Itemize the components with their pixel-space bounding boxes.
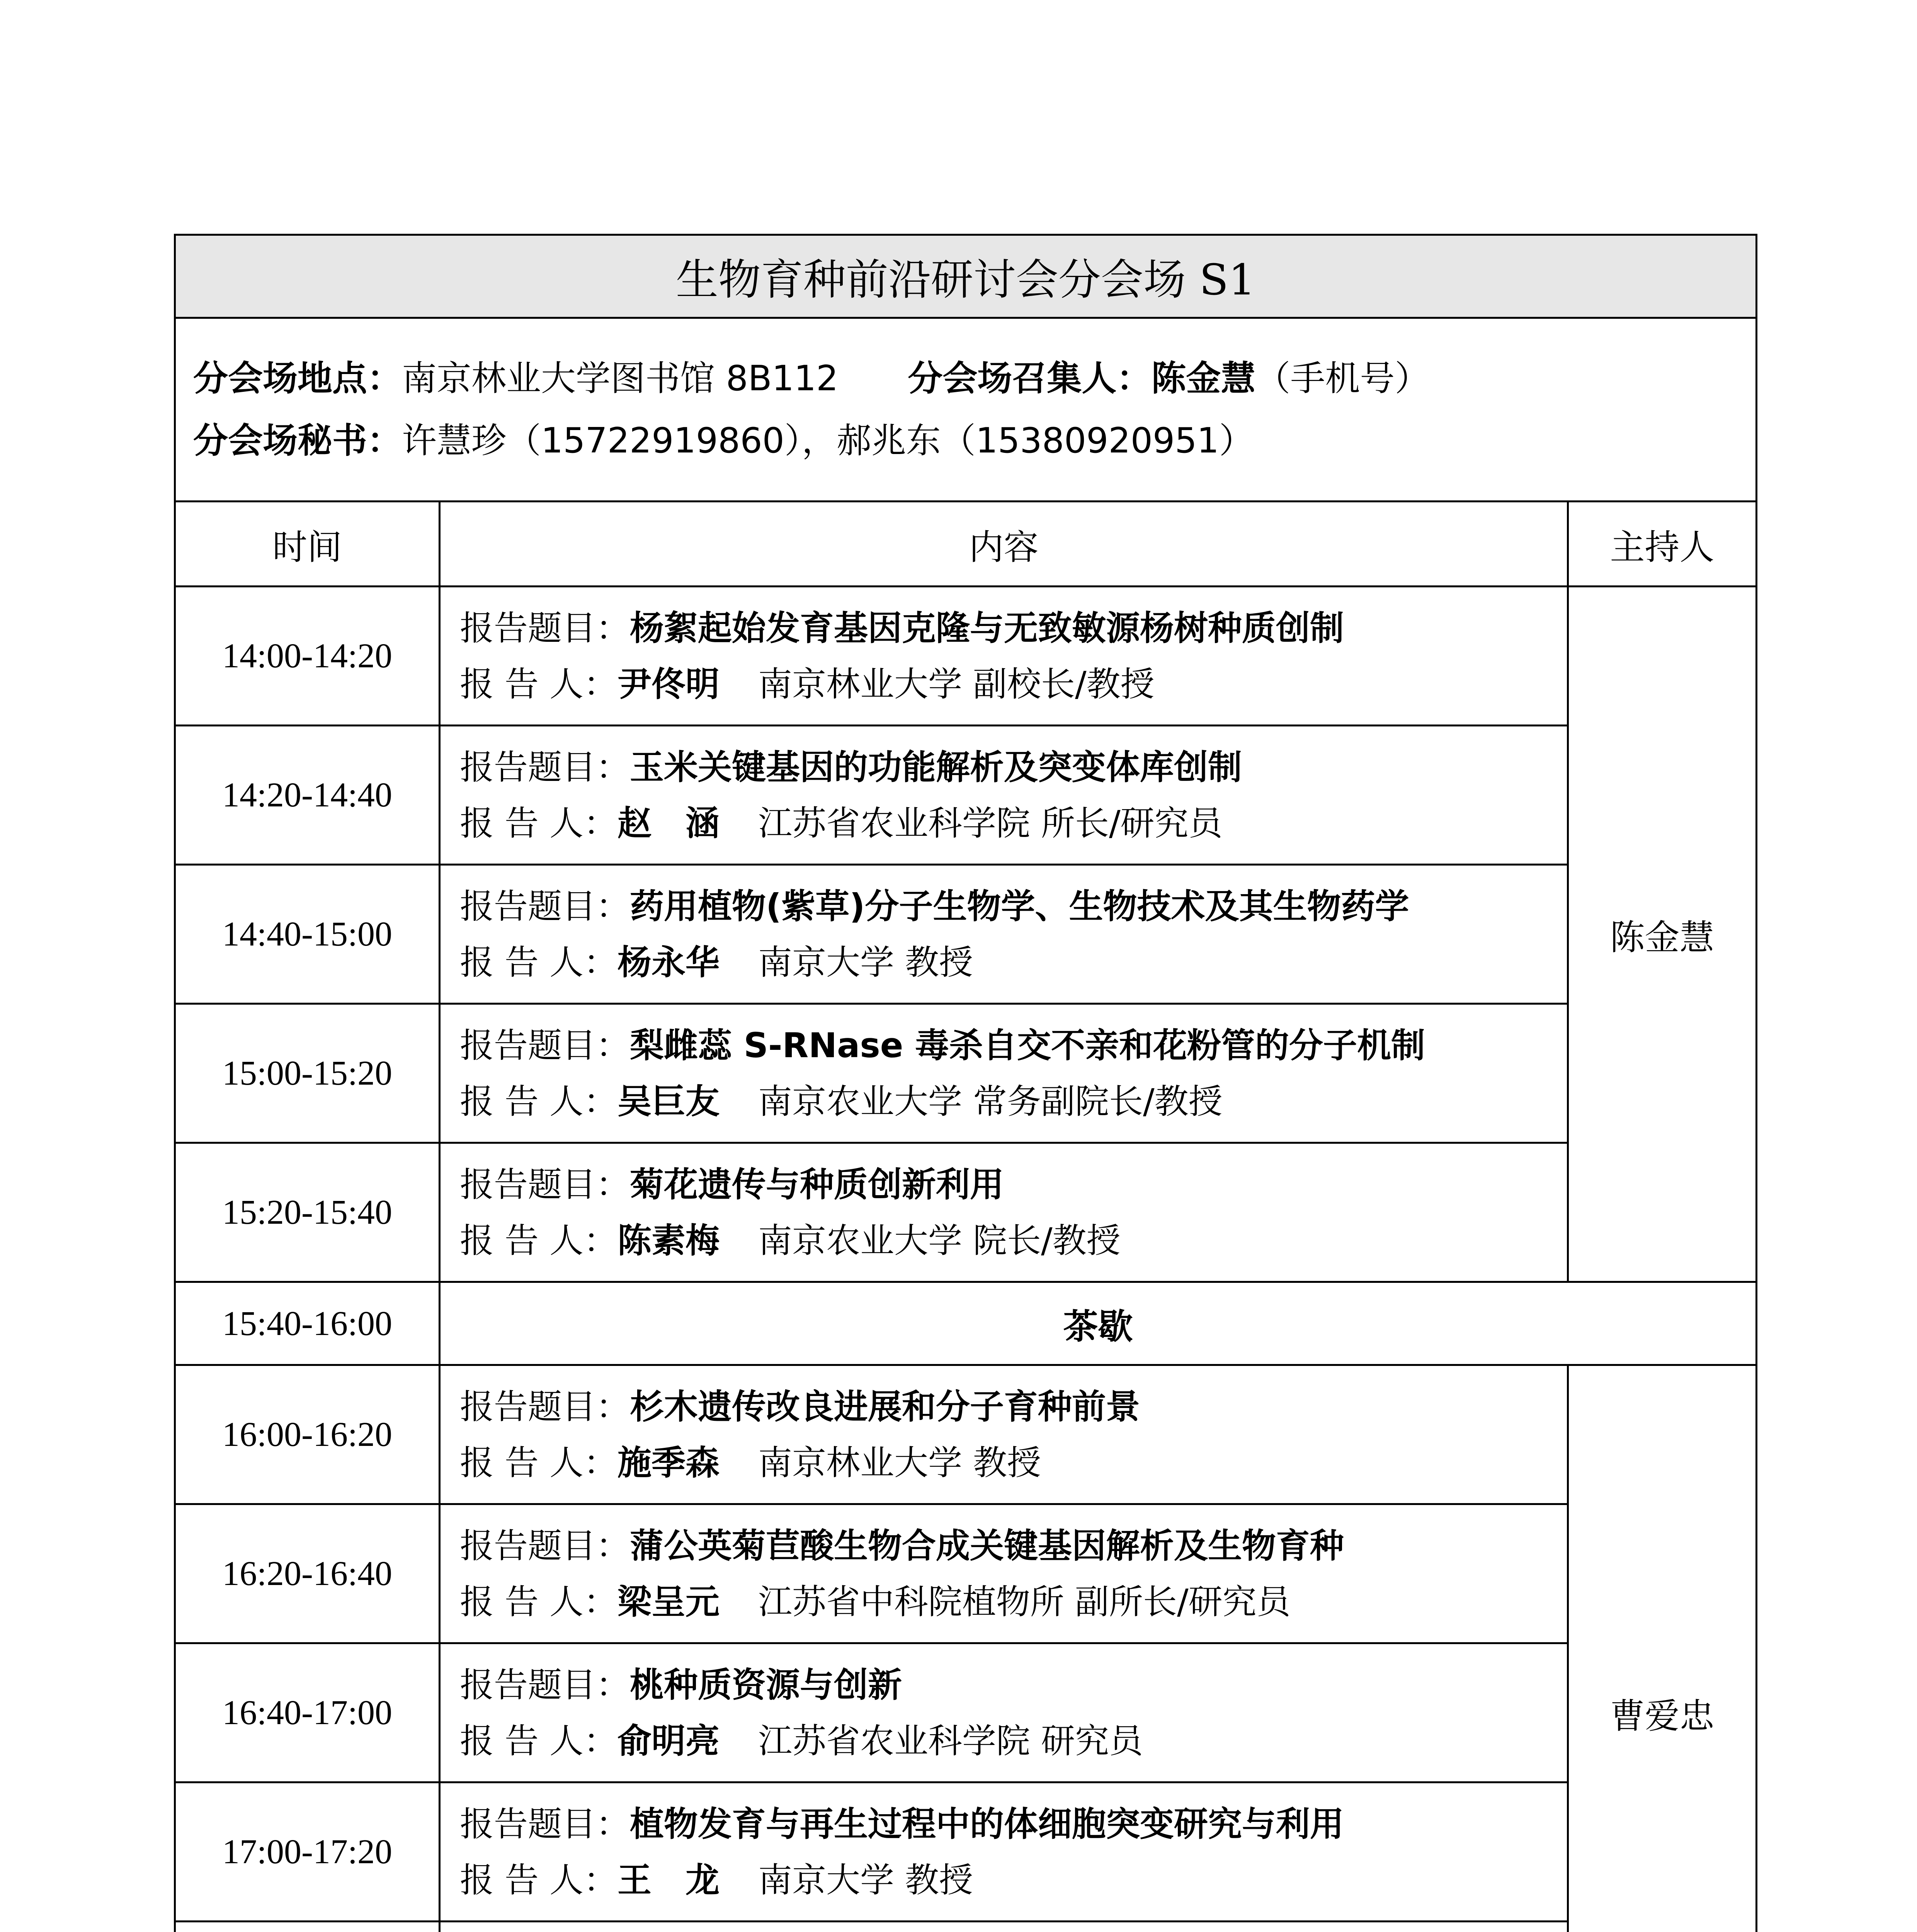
content-cell — [440, 1782, 1568, 1922]
speaker-label: 报 告 人： — [460, 1442, 617, 1483]
speaker-name: 施季森 — [617, 1442, 720, 1483]
speaker-name: 陈素梅 — [617, 1220, 720, 1260]
topic-label: 报告题目： — [460, 1804, 630, 1844]
header-time: 时间 — [175, 502, 440, 587]
speaker-affiliation: 南京农业大学 院长/教授 — [758, 1220, 1121, 1260]
table-row — [175, 1365, 1757, 1504]
info-line-venue — [193, 347, 1755, 410]
speaker-label: 报 告 人： — [460, 803, 617, 843]
speaker-affiliation: 江苏省农业科学院 研究员 — [758, 1721, 1143, 1761]
secretary-value: 许慧珍（15722919860），郝兆东（15380920951） — [402, 420, 1254, 461]
content-cell — [440, 1004, 1568, 1143]
host-cell-first: 陈金慧 — [1568, 587, 1757, 1282]
table-row — [175, 1922, 1757, 1932]
table-row — [175, 1004, 1757, 1143]
content-cell — [440, 1643, 1568, 1782]
content-cell — [440, 1143, 1568, 1282]
speaker-label: 报 告 人： — [460, 1081, 617, 1121]
venue-label: 分会场地点： — [193, 358, 402, 399]
host-cell-second: 曹爱忠 — [1568, 1365, 1757, 1932]
topic-text: 梨雌蕊 S-RNase 毒杀自交不亲和花粉管的分子机制 — [630, 1025, 1425, 1065]
topic-text: 桃种质资源与创新 — [630, 1665, 902, 1705]
topic-label: 报告题目： — [460, 1665, 630, 1705]
info-line-secretary — [193, 410, 1755, 472]
topic-text: 植物发育与再生过程中的体细胞突变研究与利用 — [630, 1804, 1344, 1844]
topic-label: 报告题目： — [460, 747, 630, 787]
table-row — [175, 1643, 1757, 1782]
break-label: 茶歇 — [440, 1282, 1757, 1365]
time-cell: 14:00-14:20 — [175, 587, 440, 726]
convener-label: 分会场召集人： — [908, 358, 1152, 399]
table-row — [175, 587, 1757, 726]
schedule-sheet — [174, 234, 1755, 1932]
speaker-name: 梁呈元 — [617, 1582, 720, 1622]
topic-label: 报告题目： — [460, 1526, 630, 1566]
speaker-label: 报 告 人： — [460, 942, 617, 982]
header-content: 内容 — [440, 502, 1568, 587]
convener-name: 陈金慧 — [1151, 358, 1256, 399]
speaker-name: 尹佟明 — [617, 664, 720, 704]
time-cell: 17:00-17:20 — [175, 1782, 440, 1922]
content-cell — [440, 1922, 1568, 1932]
time-cell: 15:20-15:40 — [175, 1143, 440, 1282]
topic-text: 杉木遗传改良进展和分子育种前景 — [630, 1386, 1140, 1427]
topic-label: 报告题目： — [460, 1386, 630, 1427]
speaker-label: 报 告 人： — [460, 1582, 617, 1622]
topic-label: 报告题目： — [460, 608, 630, 648]
break-row — [175, 1282, 1757, 1365]
time-cell — [175, 1922, 440, 1932]
topic-text: 蒲公英菊苣酸生物合成关键基因解析及生物育种 — [630, 1526, 1344, 1566]
table-title: 生物育种前沿研讨会分会场 S1 — [175, 235, 1757, 318]
schedule-table — [174, 234, 1757, 1932]
table-row — [175, 865, 1757, 1004]
content-cell — [440, 726, 1568, 865]
speaker-label: 报 告 人： — [460, 1220, 617, 1260]
content-cell — [440, 1504, 1568, 1643]
speaker-affiliation: 江苏省中科院植物所 副所长/研究员 — [758, 1582, 1291, 1622]
time-cell: 15:00-15:20 — [175, 1004, 440, 1143]
topic-label: 报告题目： — [460, 1025, 630, 1065]
speaker-label: 报 告 人： — [460, 664, 617, 704]
content-cell — [440, 865, 1568, 1004]
speaker-affiliation: 南京林业大学 副校长/教授 — [758, 664, 1155, 704]
speaker-label: 报 告 人： — [460, 1860, 617, 1900]
secretary-label: 分会场秘书： — [193, 420, 402, 461]
table-row — [175, 1782, 1757, 1922]
time-cell: 14:20-14:40 — [175, 726, 440, 865]
time-cell: 16:40-17:00 — [175, 1643, 440, 1782]
speaker-affiliation: 南京大学 教授 — [758, 942, 973, 982]
time-cell: 16:00-16:20 — [175, 1365, 440, 1504]
topic-label: 报告题目： — [460, 1164, 630, 1204]
speaker-name: 俞明亮 — [617, 1721, 720, 1761]
content-cell — [440, 587, 1568, 726]
table-row — [175, 726, 1757, 865]
header-host: 主持人 — [1568, 502, 1757, 587]
time-cell: 16:20-16:40 — [175, 1504, 440, 1643]
time-cell: 14:40-15:00 — [175, 865, 440, 1004]
speaker-name: 赵 涵 — [617, 803, 720, 843]
speaker-affiliation: 南京农业大学 常务副院长/教授 — [758, 1081, 1223, 1121]
topic-text: 菊花遗传与种质创新利用 — [630, 1164, 1004, 1204]
table-row — [175, 1143, 1757, 1282]
convener-note: （手机号） — [1255, 358, 1430, 399]
speaker-affiliation: 南京林业大学 教授 — [758, 1442, 1041, 1483]
speaker-label: 报 告 人： — [460, 1721, 617, 1761]
break-time: 15:40-16:00 — [175, 1282, 440, 1365]
session-info — [175, 318, 1757, 502]
topic-text: 杨絮起始发育基因克隆与无致敏源杨树种质创制 — [630, 608, 1344, 648]
speaker-affiliation: 江苏省农业科学院 所长/研究员 — [758, 803, 1223, 843]
topic-text: 玉米关键基因的功能解析及突变体库创制 — [630, 747, 1242, 787]
topic-text: 药用植物(紫草)分子生物学、生物技术及其生物药学 — [630, 886, 1409, 926]
topic-label: 报告题目： — [460, 886, 630, 926]
content-cell — [440, 1365, 1568, 1504]
speaker-name: 吴巨友 — [617, 1081, 720, 1121]
table-row — [175, 1504, 1757, 1643]
speaker-name: 王 龙 — [617, 1860, 720, 1900]
speaker-name: 杨永华 — [617, 942, 720, 982]
speaker-affiliation: 南京大学 教授 — [758, 1860, 973, 1900]
venue-value: 南京林业大学图书馆 8B112 — [402, 358, 839, 399]
